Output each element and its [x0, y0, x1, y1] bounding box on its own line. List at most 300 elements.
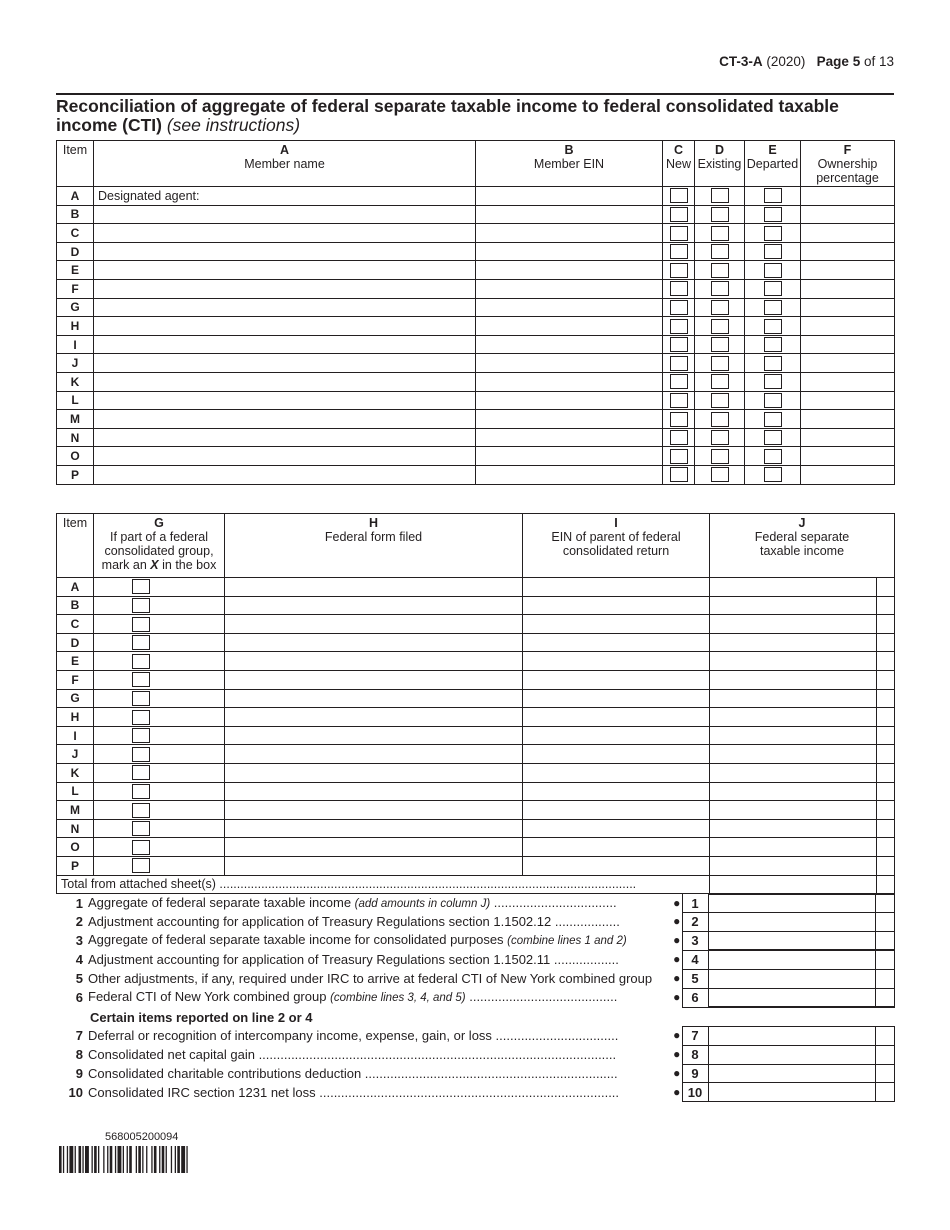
federal-form-field[interactable] [225, 708, 523, 727]
separate-income-cents[interactable] [877, 689, 895, 708]
line-amount-field[interactable] [708, 1027, 875, 1046]
existing-checkbox[interactable] [711, 449, 729, 464]
table-row [57, 596, 895, 615]
line-amount-field[interactable] [708, 988, 875, 1007]
federal-form-field[interactable] [225, 763, 523, 782]
departed-checkbox[interactable] [764, 467, 782, 482]
separate-income-cents[interactable] [877, 763, 895, 782]
bullet-icon: ● [673, 895, 681, 910]
barcode-bar [69, 1146, 73, 1173]
member-ein-field[interactable] [476, 354, 663, 373]
member-name-field[interactable] [94, 428, 476, 447]
table-row [57, 354, 895, 373]
ownership-percentage-field[interactable] [801, 391, 895, 410]
barcode-bar [82, 1146, 83, 1173]
separate-income-field[interactable] [710, 819, 877, 838]
separate-income-cents[interactable] [877, 726, 895, 745]
new-checkbox[interactable] [670, 374, 688, 389]
line-box-number: 8 [682, 1045, 708, 1064]
federal-group-checkbox[interactable] [132, 579, 150, 594]
line-cents-field[interactable] [875, 913, 894, 932]
federal-group-checkbox[interactable] [132, 654, 150, 669]
line-box-number: 6 [682, 988, 708, 1007]
line-row [56, 931, 894, 950]
ownership-percentage-field[interactable] [801, 317, 895, 336]
separate-income-field[interactable] [710, 745, 877, 764]
separate-income-cents[interactable] [877, 819, 895, 838]
new-checkbox[interactable] [670, 244, 688, 259]
item-letter: K [57, 763, 94, 782]
line-row [56, 1027, 894, 1046]
existing-checkbox[interactable] [711, 412, 729, 427]
ownership-percentage-field[interactable] [801, 224, 895, 243]
item-letter: J [57, 354, 94, 373]
departed-checkbox[interactable] [764, 207, 782, 222]
separate-income-field[interactable] [710, 782, 877, 801]
table-row [57, 819, 895, 838]
line-cents-field[interactable] [875, 1064, 894, 1083]
item-letter: H [57, 317, 94, 336]
parent-ein-field[interactable] [523, 801, 710, 820]
departed-checkbox[interactable] [764, 300, 782, 315]
separate-income-cents[interactable] [877, 670, 895, 689]
separate-income-cents[interactable] [877, 745, 895, 764]
member-name-field[interactable] [94, 447, 476, 466]
departed-checkbox[interactable] [764, 374, 782, 389]
line-amount-field[interactable] [708, 894, 875, 913]
line-amount-field[interactable] [708, 950, 875, 969]
reconciliation-lines [56, 893, 895, 1102]
federal-group-checkbox[interactable] [132, 840, 150, 855]
title-rule [56, 93, 894, 95]
existing-checkbox[interactable] [711, 393, 729, 408]
parent-ein-field[interactable] [523, 670, 710, 689]
line-row [56, 1064, 894, 1083]
member-ein-field[interactable] [476, 261, 663, 280]
separate-income-field[interactable] [710, 633, 877, 652]
line-amount-field[interactable] [708, 970, 875, 989]
table-row [57, 801, 895, 820]
departed-checkbox[interactable] [764, 393, 782, 408]
new-checkbox[interactable] [670, 337, 688, 352]
table-row [57, 763, 895, 782]
line-number: 7 [75, 1028, 83, 1044]
new-checkbox[interactable] [670, 412, 688, 427]
item-letter: H [57, 708, 94, 727]
barcode-bar [127, 1146, 128, 1173]
existing-checkbox[interactable] [711, 430, 729, 445]
member-name-field[interactable] [94, 298, 476, 317]
new-checkbox[interactable] [670, 207, 688, 222]
separate-income-field[interactable] [710, 708, 877, 727]
separate-income-field[interactable] [710, 689, 877, 708]
barcode-bar [115, 1146, 116, 1173]
member-name-field[interactable] [94, 261, 476, 280]
barcode-bar [110, 1146, 113, 1173]
new-checkbox[interactable] [670, 430, 688, 445]
departed-checkbox[interactable] [764, 412, 782, 427]
member-name-field[interactable] [94, 354, 476, 373]
federal-form-field[interactable] [225, 578, 523, 597]
line-number: 5 [75, 971, 83, 987]
member-name-field[interactable] [94, 242, 476, 261]
table-row [57, 708, 895, 727]
ownership-percentage-field[interactable] [801, 465, 895, 484]
federal-group-checkbox[interactable] [132, 821, 150, 836]
table-row [57, 187, 895, 206]
federal-form-field[interactable] [225, 856, 523, 875]
line-amount-field[interactable] [708, 1045, 875, 1064]
departed-checkbox[interactable] [764, 430, 782, 445]
federal-form-field[interactable] [225, 726, 523, 745]
federal-group-checkbox[interactable] [132, 598, 150, 613]
member-name-field[interactable] [94, 205, 476, 224]
separate-income-field[interactable] [710, 838, 877, 857]
federal-group-checkbox[interactable] [132, 858, 150, 873]
table-row [57, 689, 895, 708]
existing-checkbox[interactable] [711, 244, 729, 259]
federal-group-checkbox[interactable] [132, 710, 150, 725]
federal-form-field[interactable] [225, 801, 523, 820]
departed-checkbox[interactable] [764, 356, 782, 371]
new-checkbox[interactable] [670, 188, 688, 203]
new-checkbox[interactable] [670, 356, 688, 371]
item-letter: M [57, 410, 94, 429]
table-row [57, 578, 895, 597]
separate-income-field[interactable] [710, 652, 877, 671]
new-checkbox[interactable] [670, 319, 688, 334]
line-number: 8 [75, 1047, 83, 1063]
federal-group-checkbox[interactable] [132, 691, 150, 706]
federal-form-field[interactable] [225, 633, 523, 652]
new-checkbox[interactable] [670, 281, 688, 296]
line-cents-field[interactable] [875, 931, 894, 950]
separate-income-field[interactable] [710, 801, 877, 820]
federal-group-checkbox[interactable] [132, 765, 150, 780]
ownership-percentage-field[interactable] [801, 187, 895, 206]
total-attached-cents[interactable] [877, 875, 895, 894]
ownership-percentage-field[interactable] [801, 428, 895, 447]
departed-checkbox[interactable] [764, 449, 782, 464]
table-row [57, 224, 895, 243]
federal-group-checkbox[interactable] [132, 803, 150, 818]
departed-checkbox[interactable] [764, 263, 782, 278]
line-cents-field[interactable] [875, 1083, 894, 1102]
federal-form-field[interactable] [225, 596, 523, 615]
member-ein-field[interactable] [476, 279, 663, 298]
federal-form-field[interactable] [225, 652, 523, 671]
departed-checkbox[interactable] [764, 226, 782, 241]
barcode-bar [177, 1146, 180, 1173]
separate-income-cents[interactable] [877, 801, 895, 820]
barcode-bar [159, 1146, 160, 1173]
federal-group-checkbox[interactable] [132, 635, 150, 650]
table-row [57, 615, 895, 634]
bullet-icon: ● [673, 914, 681, 929]
ownership-percentage-field[interactable] [801, 447, 895, 466]
page-of: of 13 [863, 54, 894, 69]
separate-income-cents[interactable] [877, 596, 895, 615]
barcode-bar [166, 1146, 167, 1173]
designated-agent-label: Designated agent: [98, 188, 200, 203]
existing-checkbox[interactable] [711, 300, 729, 315]
member-ein-field[interactable] [476, 205, 663, 224]
member-ein-field[interactable] [476, 298, 663, 317]
new-checkbox[interactable] [670, 263, 688, 278]
parent-ein-field[interactable] [523, 633, 710, 652]
departed-checkbox[interactable] [764, 244, 782, 259]
departed-checkbox[interactable] [764, 319, 782, 334]
bullet-icon: ● [673, 1028, 681, 1043]
barcode-bar [171, 1146, 172, 1173]
separate-income-cents[interactable] [877, 708, 895, 727]
item-letter: N [57, 819, 94, 838]
federal-form-field[interactable] [225, 745, 523, 764]
item-letter: I [57, 335, 94, 354]
ownership-percentage-field[interactable] [801, 279, 895, 298]
member-name-field[interactable] [94, 335, 476, 354]
federal-form-field[interactable] [225, 819, 523, 838]
barcode-bar [151, 1146, 152, 1173]
col-h: H Federal form filed [225, 514, 523, 578]
new-checkbox[interactable] [670, 393, 688, 408]
table-row [57, 838, 895, 857]
existing-checkbox[interactable] [711, 319, 729, 334]
title-note: (see instructions) [166, 115, 301, 135]
line-amount-field[interactable] [708, 913, 875, 932]
federal-form-field[interactable] [225, 838, 523, 857]
barcode-bar [118, 1146, 122, 1173]
member-ein-field[interactable] [476, 372, 663, 391]
table-row [57, 447, 895, 466]
section-heading-row [56, 1007, 894, 1026]
line-cents-field[interactable] [875, 1045, 894, 1064]
existing-checkbox[interactable] [711, 226, 729, 241]
barcode-number: 568005200094 [105, 1131, 179, 1143]
line-text: Deferral or recognition of intercompany income, expense, gain, or loss .................................. [88, 1028, 619, 1044]
member-ein-field[interactable] [476, 428, 663, 447]
existing-checkbox[interactable] [711, 467, 729, 482]
existing-checkbox[interactable] [711, 356, 729, 371]
line-amount-field[interactable] [708, 931, 875, 950]
federal-group-checkbox[interactable] [132, 747, 150, 762]
line-row [56, 913, 894, 932]
item-letter: E [57, 652, 94, 671]
member-ein-field[interactable] [476, 187, 663, 206]
federal-group-checkbox[interactable] [132, 728, 150, 743]
line-row [56, 1083, 894, 1102]
item-letter: P [57, 465, 94, 484]
item-letter: E [57, 261, 94, 280]
barcode-bar [181, 1146, 185, 1173]
separate-income-cents[interactable] [877, 856, 895, 875]
parent-ein-field[interactable] [523, 726, 710, 745]
barcode-bar [63, 1146, 64, 1173]
table-row [57, 745, 895, 764]
member-name-field[interactable] [94, 224, 476, 243]
federal-group-checkbox[interactable] [132, 672, 150, 687]
member-name-field[interactable] [94, 317, 476, 336]
total-attached-amount[interactable] [710, 875, 877, 894]
ownership-percentage-field[interactable] [801, 354, 895, 373]
item-letter: J [57, 745, 94, 764]
parent-ein-field[interactable] [523, 856, 710, 875]
member-name-field[interactable] [94, 410, 476, 429]
existing-checkbox[interactable] [711, 188, 729, 203]
line-text: Adjustment accounting for application of Treasury Regulations section 1.1502.11 .................. [88, 952, 619, 968]
new-checkbox[interactable] [670, 300, 688, 315]
member-ein-field[interactable] [476, 465, 663, 484]
parent-ein-field[interactable] [523, 708, 710, 727]
col2-item: Item [57, 514, 94, 578]
existing-checkbox[interactable] [711, 263, 729, 278]
federal-group-checkbox[interactable] [132, 784, 150, 799]
member-name-field[interactable] [94, 187, 476, 206]
member-name-field[interactable] [94, 279, 476, 298]
separate-income-cents[interactable] [877, 838, 895, 857]
line-text: Consolidated net capital gain ................................................................................................... [88, 1047, 617, 1063]
barcode-bar [107, 1146, 108, 1173]
departed-checkbox[interactable] [764, 337, 782, 352]
item-letter: I [57, 726, 94, 745]
member-ein-field[interactable] [476, 410, 663, 429]
ownership-percentage-field[interactable] [801, 372, 895, 391]
ownership-percentage-field[interactable] [801, 205, 895, 224]
departed-checkbox[interactable] [764, 281, 782, 296]
separate-income-field[interactable] [710, 763, 877, 782]
page-label: Page 5 [816, 54, 861, 69]
barcode-bar [136, 1146, 137, 1173]
line-box-number: 5 [682, 970, 708, 989]
barcode-bar [79, 1146, 82, 1173]
barcode-bar [59, 1146, 62, 1173]
barcode-bar [92, 1146, 93, 1173]
bullet-icon: ● [673, 952, 681, 967]
line-amount-field[interactable] [708, 1083, 875, 1102]
line-cents-field[interactable] [875, 1027, 894, 1046]
new-checkbox[interactable] [670, 467, 688, 482]
departed-checkbox[interactable] [764, 188, 782, 203]
parent-ein-field[interactable] [523, 745, 710, 764]
line-text: Federal CTI of New York combined group (combine lines 3, 4, and 5) ......................................... [88, 989, 618, 1005]
ownership-percentage-field[interactable] [801, 410, 895, 429]
new-checkbox[interactable] [670, 226, 688, 241]
col-f: F Ownership percentage [801, 141, 895, 187]
parent-ein-field[interactable] [523, 652, 710, 671]
member-ein-field[interactable] [476, 447, 663, 466]
barcode-bar [123, 1146, 124, 1173]
col-i: I EIN of parent of federal consolidated return [523, 514, 710, 578]
line-cents-field[interactable] [875, 988, 894, 1007]
ownership-percentage-field[interactable] [801, 261, 895, 280]
separate-income-cents[interactable] [877, 578, 895, 597]
existing-checkbox[interactable] [711, 207, 729, 222]
member-name-field[interactable] [94, 465, 476, 484]
barcode-bar [154, 1146, 157, 1173]
line-amount-field[interactable] [708, 1064, 875, 1083]
separate-income-field[interactable] [710, 856, 877, 875]
barcode [59, 1146, 239, 1173]
separate-income-field[interactable] [710, 596, 877, 615]
barcode-bar [103, 1146, 104, 1173]
separate-income-cents[interactable] [877, 782, 895, 801]
ownership-percentage-field[interactable] [801, 242, 895, 261]
item-letter: O [57, 447, 94, 466]
existing-checkbox[interactable] [711, 337, 729, 352]
form-year: (2020) [766, 54, 806, 69]
federal-group-checkbox[interactable] [132, 617, 150, 632]
member-ein-field[interactable] [476, 391, 663, 410]
line-cents-field[interactable] [875, 894, 894, 913]
line-text: Other adjustments, if any, required under IRC to arrive at federal CTI of New York combined group [88, 971, 653, 987]
federal-form-field[interactable] [225, 782, 523, 801]
separate-income-cents[interactable] [877, 652, 895, 671]
barcode-bar [175, 1146, 176, 1173]
existing-checkbox[interactable] [711, 374, 729, 389]
line-box-number: 1 [682, 894, 708, 913]
line-box-number: 2 [682, 913, 708, 932]
line-row [56, 988, 894, 1007]
separate-income-field[interactable] [710, 670, 877, 689]
parent-ein-field[interactable] [523, 819, 710, 838]
new-checkbox[interactable] [670, 449, 688, 464]
table-row [57, 372, 895, 391]
member-ein-field[interactable] [476, 224, 663, 243]
line-cents-field[interactable] [875, 970, 894, 989]
barcode-bar [146, 1146, 147, 1173]
member-ein-field[interactable] [476, 242, 663, 261]
line-text: Aggregate of federal separate taxable income for consolidated purposes (combine lines 1 and 2) [88, 932, 627, 948]
member-ein-field[interactable] [476, 317, 663, 336]
federal-form-field[interactable] [225, 689, 523, 708]
separate-income-field[interactable] [710, 578, 877, 597]
col-d: D Existing [695, 141, 745, 187]
ownership-percentage-field[interactable] [801, 335, 895, 354]
separate-income-cents[interactable] [877, 615, 895, 634]
ownership-percentage-field[interactable] [801, 298, 895, 317]
parent-ein-field[interactable] [523, 782, 710, 801]
parent-ein-field[interactable] [523, 763, 710, 782]
member-name-field[interactable] [94, 391, 476, 410]
parent-ein-field[interactable] [523, 615, 710, 634]
federal-form-field[interactable] [225, 670, 523, 689]
item-letter: L [57, 782, 94, 801]
bullet-icon: ● [673, 1047, 681, 1062]
table-row [57, 242, 895, 261]
member-ein-field[interactable] [476, 335, 663, 354]
parent-ein-field[interactable] [523, 596, 710, 615]
bullet-icon: ● [673, 971, 681, 986]
col-a: A Member name [94, 141, 476, 187]
member-name-field[interactable] [94, 372, 476, 391]
table-row [57, 410, 895, 429]
separate-income-field[interactable] [710, 615, 877, 634]
parent-ein-field[interactable] [523, 689, 710, 708]
parent-ein-field[interactable] [523, 838, 710, 857]
barcode-bar [85, 1146, 89, 1173]
barcode-bar [98, 1146, 99, 1173]
line-box-number: 10 [682, 1083, 708, 1102]
col-b: B Member EIN [476, 141, 663, 187]
existing-checkbox[interactable] [711, 281, 729, 296]
separate-income-cents[interactable] [877, 633, 895, 652]
parent-ein-field[interactable] [523, 578, 710, 597]
line-cents-field[interactable] [875, 950, 894, 969]
total-attached-label: Total from attached sheet(s) ........................................................................................................................ [57, 875, 710, 894]
table-row [57, 261, 895, 280]
separate-income-field[interactable] [710, 726, 877, 745]
federal-form-field[interactable] [225, 615, 523, 634]
